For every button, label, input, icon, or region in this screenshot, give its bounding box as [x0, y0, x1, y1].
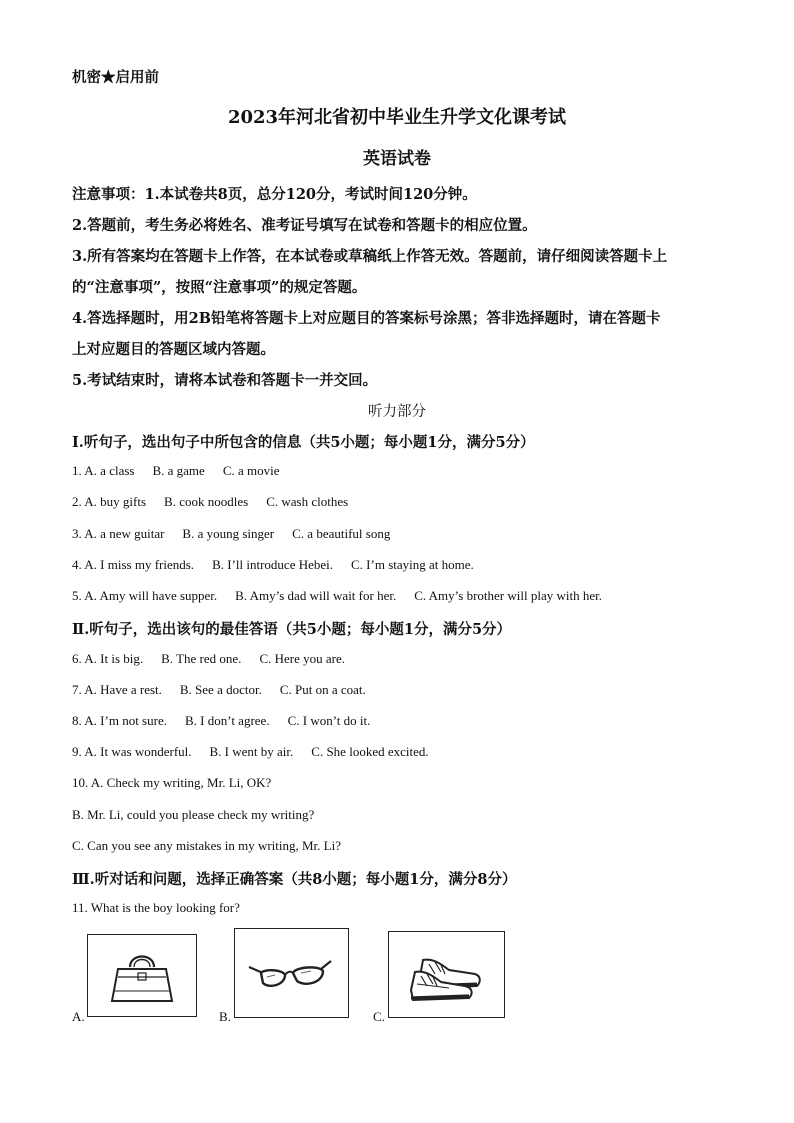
section-title: Ⅰ.听句子，选出句子中所包含的信息（共5小题；每小题1分，满分5分） [72, 434, 535, 451]
option-a[interactable]: 3. A. a new guitar [72, 526, 165, 541]
picture-option-b[interactable] [234, 928, 349, 1018]
option-b[interactable]: B. Amy’s dad will wait for her. [235, 588, 397, 603]
exam-subtitle: 英语试卷 [363, 149, 431, 169]
option-c[interactable]: C. Can you see any mistakes in my writing, Mr. Li? [72, 838, 341, 853]
question-row [72, 463, 298, 479]
option-c[interactable]: C. wash clothes [266, 494, 349, 509]
option-a[interactable]: 4. A. I miss my friends. [72, 557, 195, 572]
picture-label-a: A. [72, 1009, 85, 1024]
option-a[interactable]: 2. A. buy gifts [72, 494, 147, 509]
option-c[interactable]: C. Here you are. [259, 651, 345, 666]
option-b[interactable]: B. See a doctor. [179, 682, 262, 697]
note-line: 的“注意事项”，按照“注意事项”的规定答题。 [72, 279, 367, 296]
question-row [72, 494, 366, 510]
picture-label-b: B. [219, 1009, 231, 1024]
picture-option-c[interactable] [388, 931, 505, 1018]
option-c[interactable]: C. I won’t do it. [287, 713, 371, 728]
question-row [72, 651, 363, 667]
glasses-icon [235, 929, 348, 1017]
option-b[interactable]: B. I went by air. [209, 744, 294, 759]
option-c[interactable]: C. Amy’s brother will play with her. [414, 588, 602, 603]
note-line: 4.答选择题时，用2B铅笔将答题卡上对应题目的答案标号涂黑；答非选择题时，请在答题卡 [72, 310, 661, 327]
option-b[interactable]: B. I’ll introduce Hebei. [212, 557, 333, 572]
option-c[interactable]: C. a beautiful song [292, 526, 391, 541]
question-row [72, 557, 492, 573]
note-line: 2.答题前，考生务必将姓名、准考证号填写在试卷和答题卡的相应位置。 [72, 217, 537, 234]
sneakers-icon [389, 932, 504, 1017]
section-title: Ⅱ.听句子，选出该句的最佳答语（共5小题；每小题1分，满分5分） [72, 621, 512, 638]
option-b[interactable]: B. The red one. [161, 651, 242, 666]
question-row [72, 526, 408, 542]
option-a[interactable]: 1. A. a class [72, 463, 135, 478]
handbag-icon [88, 935, 196, 1016]
question-text: 11. What is the boy looking for? [72, 900, 240, 915]
option-a[interactable]: 7. A. Have a rest. [72, 682, 162, 697]
option-b[interactable]: B. a young singer [182, 526, 275, 541]
option-b[interactable]: B. Mr. Li, could you please check my writing? [72, 807, 315, 822]
option-b[interactable]: B. cook noodles [164, 494, 249, 509]
option-b[interactable]: B. I don’t agree. [184, 713, 270, 728]
option-c[interactable]: C. She looked excited. [311, 744, 429, 759]
option-c[interactable]: C. a movie [222, 463, 280, 478]
option-c[interactable]: C. I’m staying at home. [351, 557, 474, 572]
part-title: 听力部分 [368, 404, 426, 420]
section-title: Ⅲ.听对话和问题，选择正确答案（共8小题；每小题1分，满分8分） [72, 871, 517, 888]
question-row [72, 744, 447, 760]
note-line: 注意事项：1.本试卷共8页，总分120分，考试时间120分钟。 [72, 186, 477, 203]
exam-title: 2023年河北省初中毕业生升学文化课考试 [227, 107, 567, 128]
option-a[interactable]: 6. A. It is big. [72, 651, 144, 666]
confidential-label: 机密★启用前 [72, 69, 159, 86]
option-a[interactable]: 5. A. Amy will have supper. [72, 588, 218, 603]
picture-option-a[interactable] [87, 934, 197, 1017]
note-line: 5.考试结束时，请将本试卷和答题卡一并交回。 [72, 372, 378, 389]
question-row [72, 682, 384, 698]
option-c[interactable]: C. Put on a coat. [279, 682, 366, 697]
option-a[interactable]: 8. A. I’m not sure. [72, 713, 167, 728]
option-b[interactable]: B. a game [152, 463, 205, 478]
picture-label-c: C. [373, 1009, 385, 1024]
note-line: 上对应题目的答题区域内答题。 [72, 341, 275, 358]
question-row [72, 713, 388, 729]
option-a[interactable]: 9. A. It was wonderful. [72, 744, 192, 759]
question-row [72, 588, 620, 604]
note-line: 3.所有答案均在答题卡上作答，在本试卷或草稿纸上作答无效。答题前，请仔细阅读答题卡上 [72, 248, 668, 265]
option-a[interactable]: 10. A. Check my writing, Mr. Li, OK? [72, 775, 272, 790]
